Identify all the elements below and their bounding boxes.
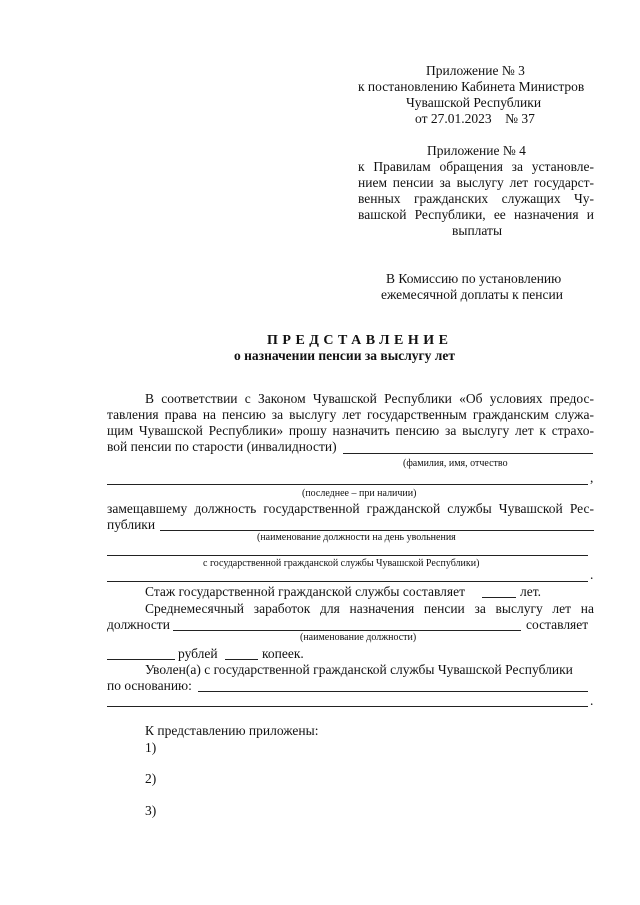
document-subtitle: о назначении пенсии за выслугу лет	[234, 348, 456, 363]
hint-fio: (фамилия, имя, отчество	[403, 458, 508, 469]
fio-underline-2	[107, 484, 588, 485]
appendix3-line4: от 27.01.2023 № 37	[415, 111, 535, 126]
body-p1-line1: В соответствии с Законом Чувашской Республики «Об условиях предос-	[145, 391, 594, 406]
hint-position-2: (наименование должности)	[300, 632, 417, 643]
addressee-line2: ежемесячной доплаты к пенсии	[381, 287, 563, 302]
appendix3-line3: Чувашской Республики	[406, 95, 542, 110]
body-p4-rub: рублей	[178, 646, 218, 661]
body-p5-line2: по основанию:	[107, 678, 192, 693]
hint-service: с государственной гражданской службы Чувашской Республики)	[203, 558, 480, 569]
document-title: ПРЕДСТАВЛЕНИЕ	[267, 333, 453, 348]
hint-position: (наименование должности на день увольнения	[257, 532, 456, 543]
appendix4-line2: к Правилам обращения за установле-	[358, 159, 594, 174]
dismissal-underline	[198, 691, 588, 692]
body-p4-line1: Среднемесячный заработок для назначения пенсии за выслугу лет на	[145, 601, 594, 616]
dismissal-underline-2	[107, 706, 588, 707]
appendix3-line1: Приложение № 3	[426, 63, 525, 78]
body-p1-line3: щим Чувашской Республики» прошу назначить пенсию за выслугу лет к страхо-	[107, 423, 594, 438]
body-p2-line1: замещавшему должность государственной гражданской службы Чувашской Рес-	[107, 501, 594, 516]
attachment-item-3: 3)	[145, 803, 157, 818]
body-p2-line2: публики	[107, 517, 156, 532]
fio-underline	[343, 453, 593, 454]
period-2: .	[590, 693, 594, 708]
kopecks-underline	[225, 659, 258, 660]
attachment-item-1: 1)	[145, 740, 157, 755]
seniority-underline	[482, 597, 516, 598]
body-p4-position: должности	[107, 617, 170, 632]
body-p5-line1: Уволен(а) с государственной гражданской службы Чувашской Республики	[145, 662, 573, 677]
addressee-line1: В Комиссию по установлению	[386, 271, 562, 286]
position-underline-2	[107, 555, 588, 556]
appendix4-line6: выплаты	[452, 223, 503, 238]
hint-patronymic: (последнее – при наличии)	[302, 488, 417, 499]
period-1: .	[590, 567, 594, 582]
position-underline	[160, 530, 594, 531]
appendix4-line3: нием пенсии за выслугу лет государст-	[358, 175, 594, 190]
appendix3-line2: к постановлению Кабинета Министров	[358, 79, 585, 94]
body-p4-kop: копеек.	[262, 646, 304, 661]
appendix4-line4: венных гражданских служащих Чу-	[358, 191, 594, 206]
body-p3-text: Стаж государственной гражданской службы составляет	[145, 584, 466, 599]
position-underline-3	[107, 581, 588, 582]
rubles-underline	[107, 659, 175, 660]
appendix4-line1: Приложение № 4	[427, 143, 526, 158]
comma: ,	[590, 470, 594, 485]
attachments-heading: К представлению приложены:	[145, 723, 319, 738]
attachment-item-2: 2)	[145, 771, 157, 786]
body-p1-line4: вой пенсии по старости (инвалидности)	[107, 439, 337, 454]
body-p1-line2: тавления права на пенсию за выслугу лет государственным гражданским служа-	[107, 407, 594, 422]
body-p4-amounts: составляет	[526, 617, 589, 632]
appendix4-line5: вашской Республики, ее назначения и	[358, 207, 594, 222]
body-p3-years: лет.	[520, 584, 541, 599]
salary-position-underline	[173, 630, 521, 631]
